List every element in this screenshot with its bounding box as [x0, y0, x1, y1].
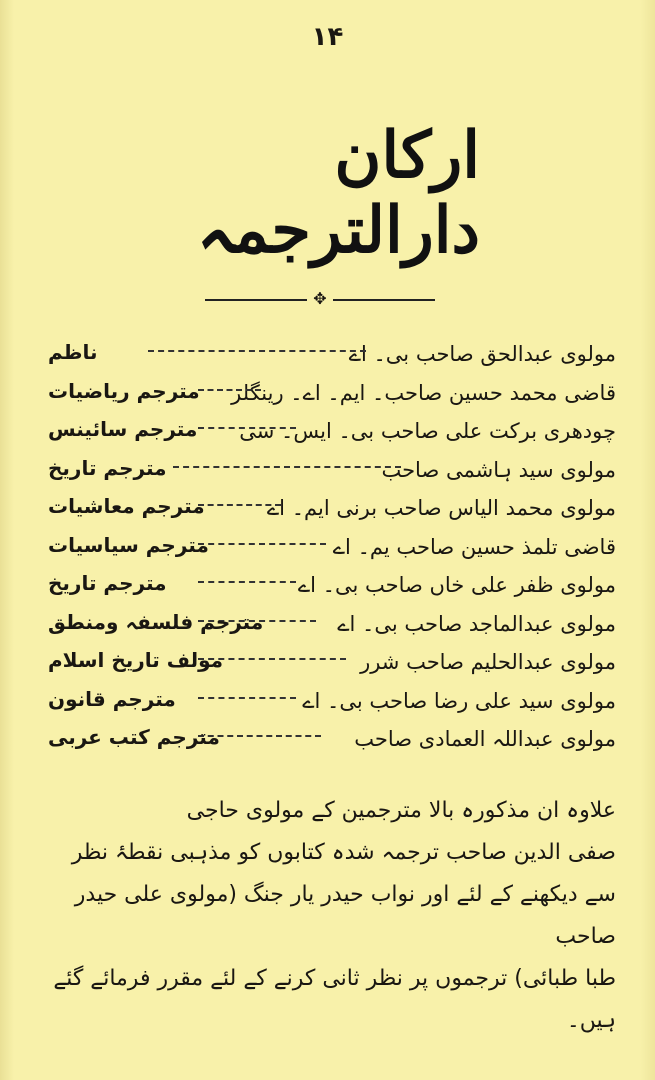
staff-role: مترجم سائینس: [48, 417, 198, 441]
staff-name: مولوی سید ہاشمی صاحب: [381, 457, 616, 482]
page-title: ارکان دارالترجمہ: [196, 118, 480, 268]
staff-role: ناظم: [48, 340, 98, 364]
dotted-leader: [198, 504, 281, 506]
divider-line-left: [205, 299, 307, 301]
ornamental-divider: [205, 289, 435, 308]
dotted-leader: [198, 697, 296, 699]
staff-role: مترجم تاریخ: [48, 571, 167, 595]
dotted-leader: [198, 543, 326, 545]
note-line: علاوہ ان مذکورہ بالا مترجمین کے مولوی حاجی: [186, 798, 616, 823]
dotted-leader: [173, 466, 401, 468]
roster-row: [48, 529, 616, 568]
roster-row: [48, 490, 616, 529]
dotted-leader: [148, 350, 366, 352]
roster-row: [48, 452, 616, 491]
dotted-leader: [198, 427, 296, 429]
divider-ornament-icon: ✥: [313, 289, 327, 308]
staff-name: قاضی محمد حسین صاحب۔ ایم۔ اے۔ رینگلر: [231, 380, 616, 405]
staff-name: چودھری برکت علی صاحب بی۔ ایس۔ سی: [239, 419, 616, 443]
note-line: سے دیکھنے کے لئے اور نواب حیدر یار جنگ (مولوی علی حیدر صاحب: [74, 882, 616, 949]
note-line: صفی الدین صاحب ترجمہ شدہ کتابوں کو مذہبی نقطۂ نظر: [71, 840, 616, 865]
roster-row: [48, 413, 616, 452]
staff-name: مولوی محمد الیاس صاحب برنی ایم۔ اے: [266, 496, 616, 520]
note-line: طبا طبائی) ترجموں پر نظر ثانی کرنے کے لئے مقرر فرمائے گئے ہیں۔: [53, 966, 616, 1033]
staff-name: مولوی عبدالحلیم صاحب شرر: [360, 650, 616, 674]
roster-row: [48, 683, 616, 722]
staff-role: مترجم معاشیات: [48, 494, 205, 518]
staff-name: مولوی سید علی رضا صاحب بی۔ اے: [302, 688, 616, 713]
staff-role: مولف تاریخ اسلام: [48, 648, 223, 672]
staff-role: مترجم سیاسیات: [48, 532, 209, 557]
roster-row: [48, 644, 616, 683]
roster-row: [48, 567, 616, 606]
staff-name: قاضی تلمذ حسین صاحب یم۔ اے: [332, 534, 616, 559]
staff-name: مولوی ظفر علی خاں صاحب بی۔ اے: [297, 573, 616, 597]
staff-name: مولوی عبدالماجد صاحب بی۔ اے: [337, 611, 616, 636]
dotted-leader: [198, 389, 261, 391]
roster-row: [48, 606, 616, 645]
divider-line-right: [333, 299, 435, 301]
staff-name: مولوی عبداللہ العمادی صاحب: [354, 727, 616, 751]
roster-row: [48, 336, 616, 375]
roster-row: [48, 721, 616, 760]
staff-name: مولوی عبدالحق صاحب بی۔ اے: [348, 342, 616, 366]
page-number: ۱۴: [311, 22, 344, 52]
staff-role: مترجم قانون: [48, 686, 176, 711]
staff-role: مترجم فلسفہ ومنطق: [48, 609, 264, 634]
staff-role: مترجم تاریخ: [48, 455, 167, 480]
staff-role: مترجم کتب عربی: [48, 725, 220, 749]
dotted-leader: [198, 581, 296, 583]
staff-role: مترجم ریاضیات: [48, 378, 200, 403]
roster-row: [48, 375, 616, 414]
note-paragraph: [48, 790, 616, 1042]
staff-roster: [48, 336, 616, 760]
